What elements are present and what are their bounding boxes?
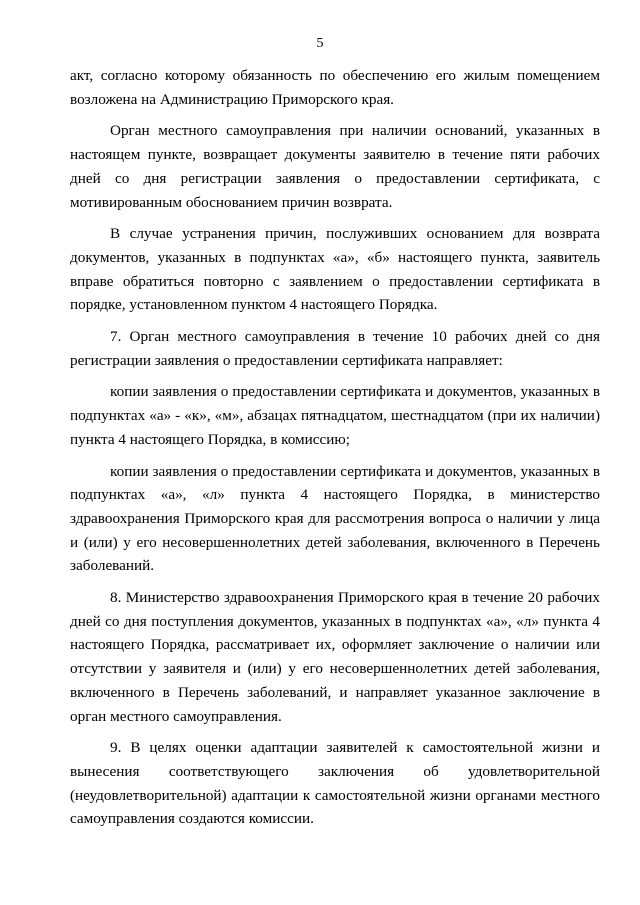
- paragraph-item-7-ministry: копии заявления о предоставлении сертификата и документов, указанных в подпунктах «а», «л» пункта 4 настоящего Порядка, в министерство здравоохранения Приморского края для рассмотрения вопроса о наличии у лица и (или) у его несовершеннолетних детей заболевания, включенного в Перечень заболеваний.: [70, 462, 600, 575]
- paragraph-item-8: 8. Министерство здравоохранения Приморского края в течение 20 рабочих дней со дня поступления документов, указанных в подпунктах «а», «л» пункта 4 настоящего Порядка, рассматривает их, оформляет заключение о наличии или отсутствии у заявителя и (или) у его несовершеннолетних детей заболевания, включенного в Перечень заболеваний, и направляет указанное заключение в орган местного самоуправления.: [70, 589, 600, 725]
- page-number: 5: [316, 36, 324, 51]
- paragraph-return-documents: Орган местного самоуправления при наличии оснований, указанных в настоящем пункте, возвращает документы заявителю в течение пяти рабочих дней со дня регистрации заявления о предоставлении сертификата, с мотивированным обоснованием причин возврата.: [70, 122, 600, 211]
- paragraph-item-9: 9. В целях оценки адаптации заявителей к самостоятельной жизни и вынесения соответствующего заключения об удовлетворительной (неудовлетворительной) адаптации к самостоятельной жизни органами местного самоуправления создаются комиссии.: [70, 739, 600, 828]
- paragraph-item-7-commission: копии заявления о предоставлении сертификата и документов, указанных в подпунктах «а» - «к», «м», абзацах пятнадцатом, шестнадцатом (при их наличии) пункта 4 настоящего Порядка, в комиссию;: [70, 383, 600, 448]
- document-body: [70, 64, 600, 839]
- paragraph-item-7: 7. Орган местного самоуправления в течение 10 рабочих дней со дня регистрации заявления о предоставлении сертификата направляет:: [70, 328, 600, 369]
- paragraph-resubmission: В случае устранения причин, послуживших основанием для возврата документов, указанных в подпунктах «а», «б» настоящего пункта, заявитель вправе обратиться повторно с заявлением о предоставлении сертификата в порядке, установленном пунктом 4 настоящего Порядка.: [70, 225, 600, 314]
- paragraph-continuation: акт, согласно которому обязанность по обеспечению его жилым помещением возложена на Администрацию Приморского края.: [70, 67, 600, 108]
